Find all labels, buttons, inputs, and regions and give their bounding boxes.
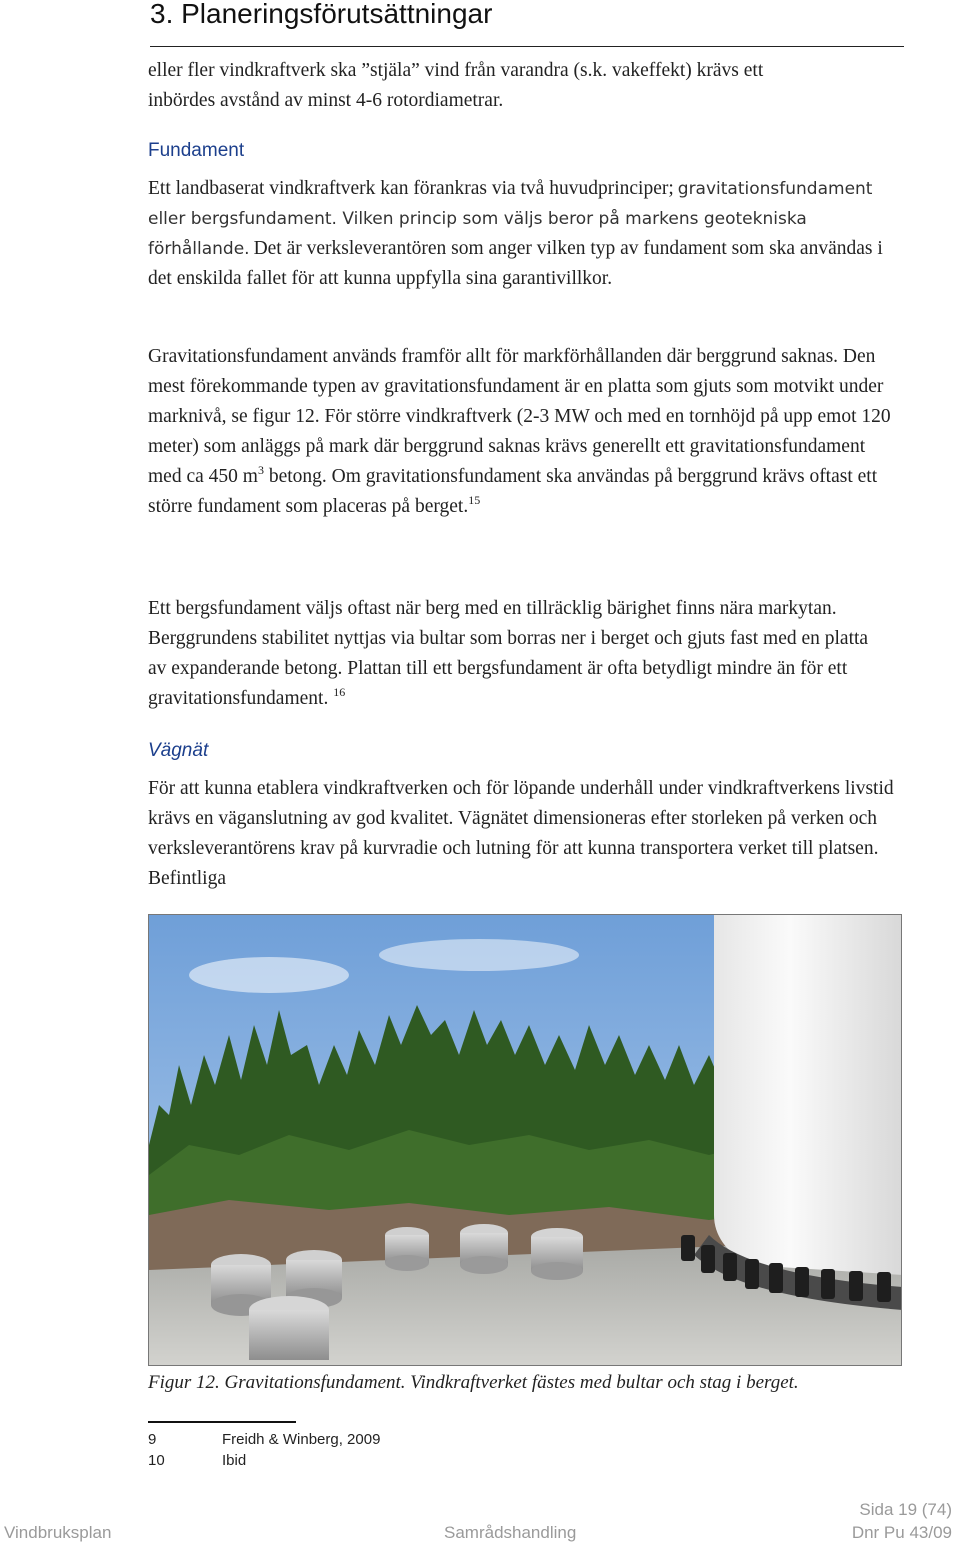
page-number: Sida 19 (74) (859, 1500, 952, 1519)
cubic-superscript: 3 (257, 463, 264, 477)
footnote-9 (148, 1431, 380, 1448)
foundation-photo (148, 914, 902, 1366)
fundament-paragraph (148, 174, 898, 294)
fundament-text-2: gravitationsfundament eller bergsfundament. Vilken princip som väljs beror på markens geotekniska förhållande. (148, 179, 873, 259)
footnote-ref-16: 16 (333, 685, 346, 699)
figure-caption: Figur 12. Gravitationsfundament. Vindkraftverket fästes med bultar och stag i berget. (148, 1372, 799, 1393)
chapter-title: 3. Planeringsförutsättningar (150, 0, 493, 29)
footnote-number: 10 (148, 1452, 165, 1469)
gravitation-text: Gravitationsfundament används framför allt för markförhållanden där berggrund saknas. Den mest förekommande typen av gravitationsfundament är en platta som gjuts som motvikt under marknivå, se figur 12. För större vindkraftverk (2-3 MW och med en tornhöjd på upp emot 120 meter) som anläggs på mark där berggrund saknas krävs generellt ett gravitationsfundament med ca 450 m (148, 346, 891, 487)
footnote-ref-15: 15 (468, 493, 481, 507)
bergsfundament-paragraph (148, 594, 878, 714)
intro-line-1: eller fler vindkraftverk ska ”stjäla” vind från varandra (s.k. vakeffekt) krävs ett (148, 60, 764, 81)
intro-line-2: inbördes avstånd av minst 4-6 rotordiametrar. (148, 90, 504, 111)
fundament-text-3: Det är verksleverantören som anger vilken typ av fundament som ska användas i det enskilda fallet för att kunna uppfylla sina garantivillkor. (148, 238, 883, 289)
vagnat-text: För att kunna etablera vindkraftverken och för löpande underhåll under vindkraftverkens livstid krävs en väganslutning av god kvalitet. Vägnätet dimensioneras efter storleken på verken och verksleverantörens krav på kurvradie och lutning för att kunna transportera verket till platsen. Befintliga (148, 778, 894, 889)
intro-paragraph (148, 56, 908, 116)
bergsfundament-text: Ett bergsfundament väljs oftast när berg med en tillräcklig bärighet finns nära markytan. Berggrundens stabilitet nyttjas via bultar som borras ner i berget och gjuts fast med en platta av expanderande betong. Plattan till ett bergsfundament är ofta betydligt mindre än för ett gravitationsfundament. (148, 598, 869, 709)
footnote-number: 9 (148, 1431, 157, 1448)
footnote-rule (148, 1421, 296, 1423)
footnote-text: Freidh & Winberg, 2009 (222, 1431, 381, 1448)
footer-right: Dnr Pu 43/09 (851, 1523, 952, 1542)
vagnat-paragraph (148, 774, 898, 894)
footnote-text: Ibid (222, 1452, 247, 1469)
title-rule (150, 46, 904, 47)
gravitation-text-2: betong. Om gravitationsfundament ska användas på berggrund krävs oftast ett större fundament som placeras på berget. (148, 466, 878, 517)
heading-vagnat: Vägnät (148, 740, 209, 761)
footer-center: Samrådshandling (444, 1523, 577, 1542)
fundament-text-1: Ett landbaserat vindkraftverk kan förankras via två huvudprinciper; (148, 178, 674, 199)
tower-base (714, 915, 902, 1275)
footer-left: Vindbruksplan (4, 1523, 112, 1542)
gravitation-paragraph (148, 342, 893, 522)
heading-fundament: Fundament (148, 140, 245, 161)
foundation-photo-illustration (149, 915, 902, 1366)
footnote-10 (148, 1452, 246, 1469)
